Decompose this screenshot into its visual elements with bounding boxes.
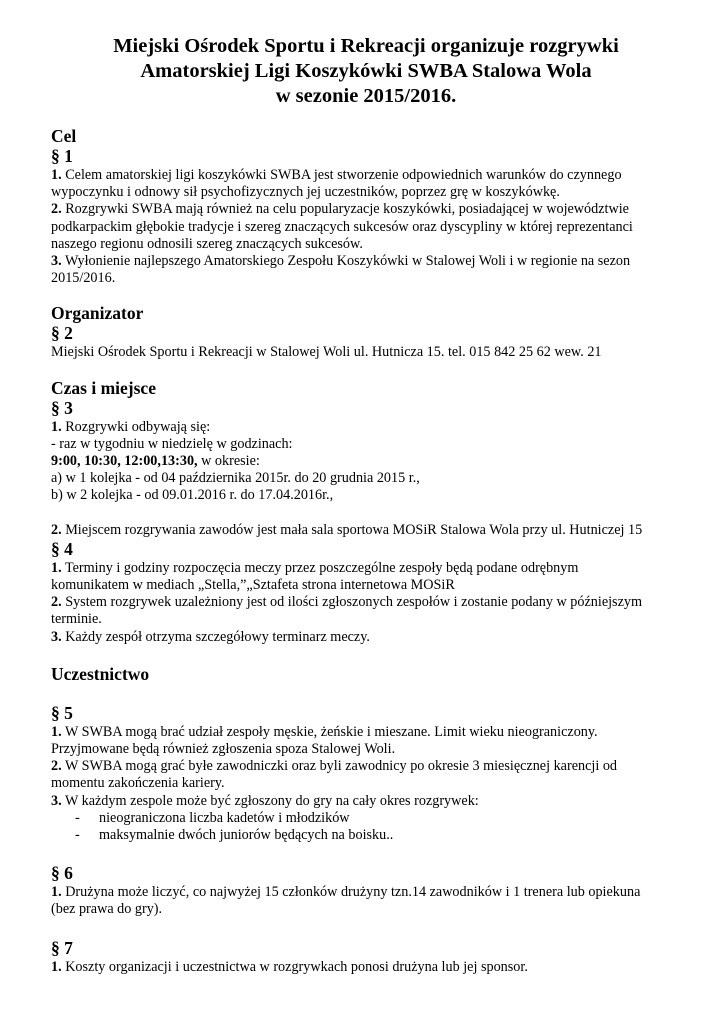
- section-1-sign: § 1: [51, 146, 73, 166]
- document-title: [51, 34, 681, 109]
- cel-item-1-cont: wypoczynku i odnowy sił psychofizycznych jej uczestników, poprzez grę w koszykówkę.: [51, 184, 560, 201]
- section-organizator: [51, 303, 681, 361]
- section-czas: [51, 378, 681, 646]
- organizator-text: Miejski Ośrodek Sportu i Rekreacji w Stalowej Woli ul. Hutnicza 15. tel. 015 842 25 62 wew. 21: [51, 344, 602, 361]
- cel-item-2: 2. Rozgrywki SWBA mają również na celu popularyzacje koszykówki, posiadającej w województwie: [51, 201, 629, 218]
- heading-organizator: Organizator: [51, 303, 144, 324]
- czas-point-2: 2. Miejscem rozgrywania zawodów jest mała sala sportowa MOSiR Stalowa Wola przy ul. Hutniczej 15: [51, 521, 643, 538]
- list-item: - nieograniczona liczba kadetów i młodzików: [75, 809, 350, 826]
- cel-item-3-cont: 2015/2016.: [51, 270, 116, 287]
- czas-line-2: - raz w tygodniu w niedzielę w godzinach:: [51, 435, 293, 452]
- heading-uczestnictwo: Uczestnictwo: [51, 663, 150, 684]
- s7-item-1: 1. Koszty organizacji i uczestnictwa w rozgrywkach ponosi drużyna lub jej sponsor.: [51, 958, 528, 975]
- heading-cel: Cel: [51, 126, 77, 146]
- section-cel: [51, 126, 681, 287]
- s5-item-2: 2. W SWBA mogą grać byłe zawodniczki oraz byli zawodnicy po okresie 3 miesięcznej karencji od: [51, 758, 618, 775]
- title-line-1: Miejski Ośrodek Sportu i Rekreacji organizuje rozgrywki: [113, 35, 619, 57]
- czas-line-4: a) w 1 kolejka - od 04 października 2015r. do 20 grudnia 2015 r.,: [51, 470, 420, 487]
- s5-item-1: 1. W SWBA mogą brać udział zespoły męskie, żeńskie i mieszane. Limit wieku nieograniczony.: [51, 723, 598, 740]
- s5-item-1-cont: Przyjmowane będą również zgłoszenia spoza Stalowej Woli.: [51, 741, 396, 758]
- czas-line-1: 1. Rozgrywki odbywają się:: [51, 418, 211, 435]
- document-page: [51, 30, 681, 976]
- s5-item-3: 3. W każdym zespole może być zgłoszony do gry na cały okres rozgrywek:: [51, 792, 479, 809]
- list-item: - maksymalnie dwóch juniorów będących na boisku..: [75, 827, 394, 844]
- cel-item-3: 3. Wyłonienie najlepszego Amatorskiego Zespołu Koszykówki w Stalowej Woli i w regionie na sezon: [51, 253, 631, 270]
- section-uczestnictwo: [51, 664, 681, 976]
- s4-item-1: 1. Terminy i godziny rozpoczęcia meczy przez poszczególne zespoły będą podane odrębnym: [51, 559, 579, 576]
- title-line-2: Amatorskiej Ligi Koszykówki SWBA Stalowa Wola: [140, 60, 592, 82]
- section-4-sign: § 4: [51, 538, 73, 559]
- s4-item-2-cont: terminie.: [51, 611, 102, 628]
- s5-item-2-cont: momentu zakończenia kariery.: [51, 775, 225, 792]
- s4-item-2: 2. System rozgrywek uzależniony jest od ilości zgłoszonych zespołów i zostanie podany w późniejszym: [51, 594, 643, 611]
- czas-line-3: 9:00, 10:30, 12:00,13:30, w okresie:: [51, 453, 260, 470]
- cel-item-1: 1. Celem amatorskiej ligi koszykówki SWBA jest stworzenie odpowiednich warunków do czynnego: [51, 167, 622, 183]
- section-2-sign: § 2: [51, 323, 73, 344]
- cel-item-2-cont-2: naszego regionu odnosili szereg znaczących sukcesów.: [51, 235, 363, 252]
- heading-czas: Czas i miejsce: [51, 377, 156, 398]
- section-6-sign: § 6: [51, 863, 73, 884]
- section-7-sign: § 7: [51, 937, 73, 958]
- czas-line-5: b) w 2 kolejka - od 09.01.2016 r. do 17.04.2016r.,: [51, 487, 334, 504]
- s4-item-3: 3. Każdy zespół otrzyma szczegółowy terminarz meczy.: [51, 628, 370, 645]
- s6-item-1: 1. Drużyna może liczyć, co najwyżej 15 członków drużyny tzn.14 zawodników i 1 trenera lub opiekuna: [51, 884, 641, 901]
- section-5-sign: § 5: [51, 702, 73, 723]
- title-line-3: w sezonie 2015/2016.: [275, 85, 457, 107]
- s6-item-1-cont: (bez prawa do gry).: [51, 901, 163, 918]
- s4-item-1-cont: komunikatem w mediach „Stella,”„Sztafeta strona internetowa MOSiR: [51, 577, 455, 594]
- section-3-sign: § 3: [51, 397, 73, 418]
- cel-item-2-cont: podkarpackim głębokie tradycje i szereg znaczących sukcesów oraz dyscypliny w której reprezentanci: [51, 218, 633, 235]
